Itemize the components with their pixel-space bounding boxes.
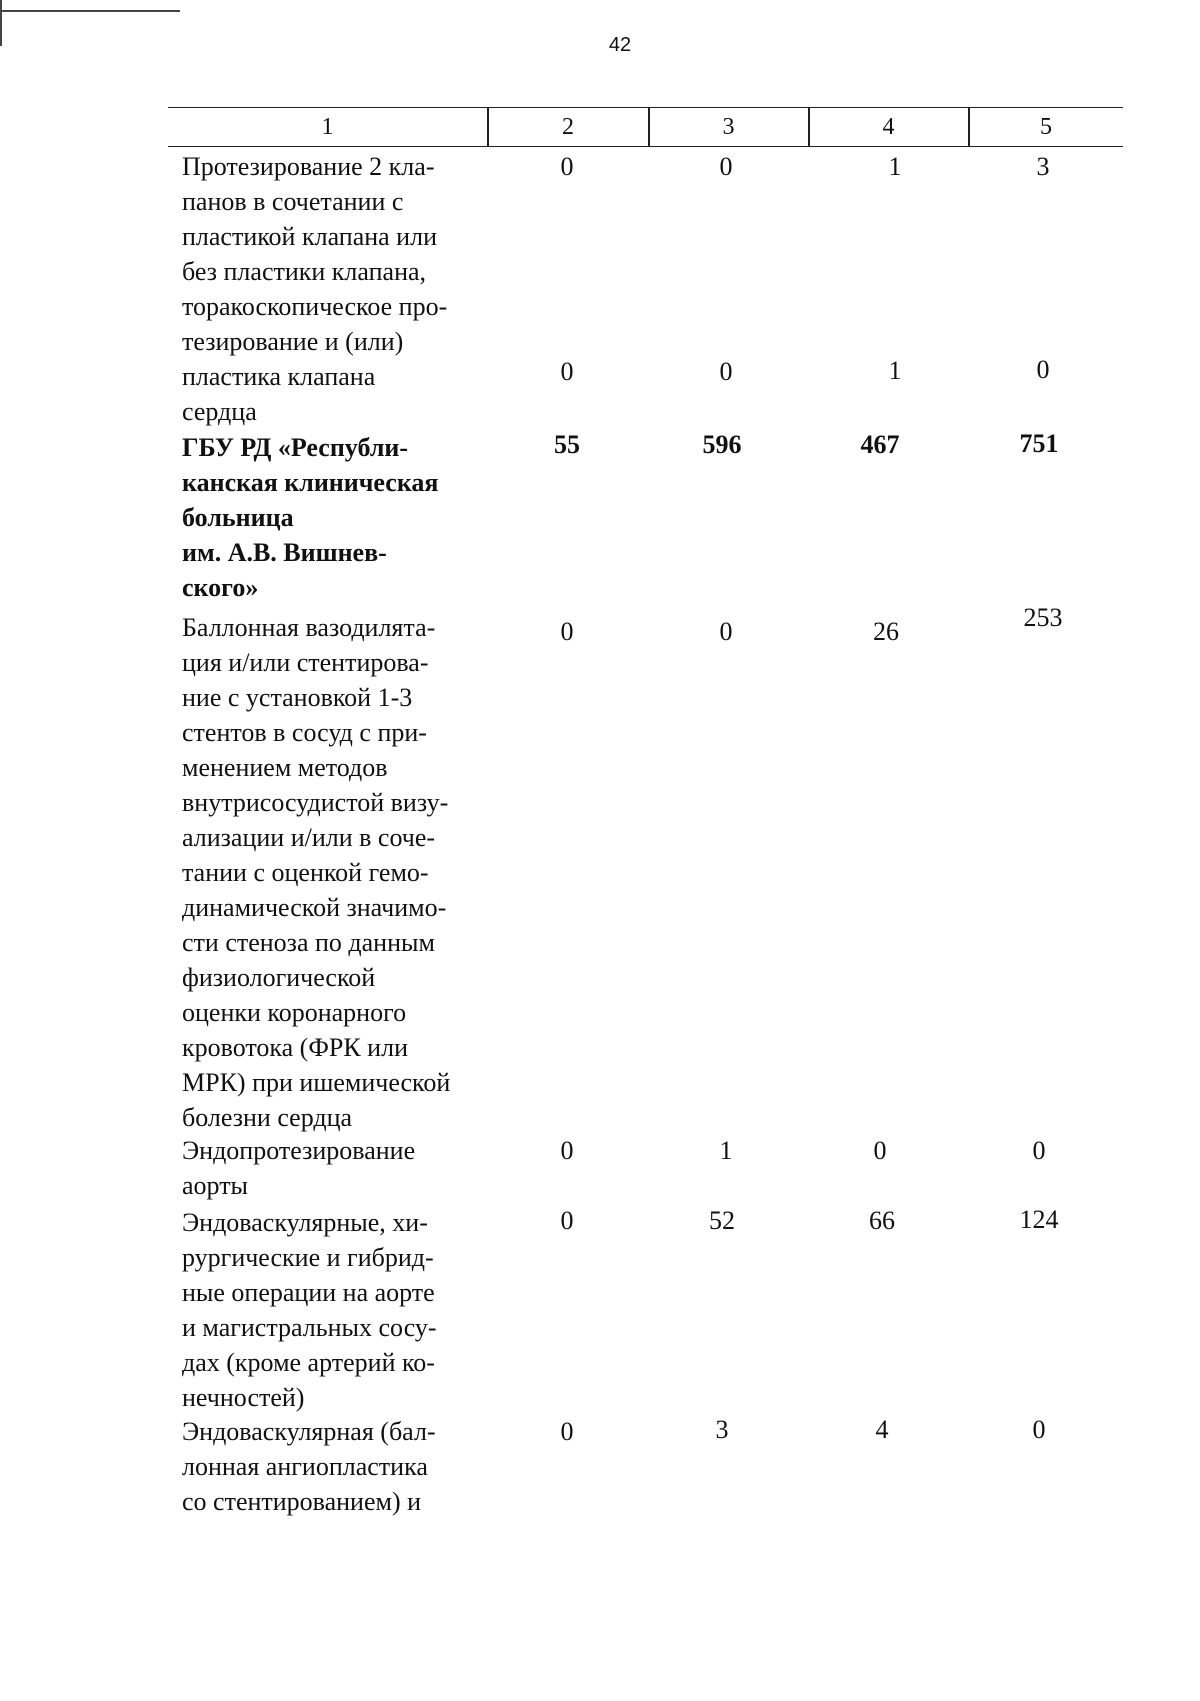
header-col-1: 1 xyxy=(321,114,334,140)
row-name-line: болезни сердца xyxy=(182,1103,353,1132)
row-name-line: нечностей) xyxy=(182,1383,305,1412)
table-header-row xyxy=(168,107,1123,147)
row-name-line: и магистральных сосу- xyxy=(182,1313,437,1342)
row-name-line: менением методов xyxy=(182,753,388,782)
row-name-line: панов в сочетании с xyxy=(182,187,404,216)
cell-col-4: 4 xyxy=(875,1415,889,1444)
page-number: 42 xyxy=(608,34,632,56)
cell-col-2: 0 xyxy=(560,1136,574,1165)
cell-col-3: 0 xyxy=(719,617,733,646)
row-name-line: оценки коронарного xyxy=(182,998,407,1027)
header-col-4: 4 xyxy=(882,114,895,140)
row-name-line: Баллонная вазодилята- xyxy=(182,613,436,642)
row-name-line: тании с оценкой гемо- xyxy=(182,858,429,887)
cell-col-2: 0 xyxy=(560,1206,574,1235)
row-name-line: со стентированием) и xyxy=(182,1487,422,1516)
cell-col-4: 1 xyxy=(888,152,902,181)
cell-col-3: 596 xyxy=(702,430,742,459)
row-name-line: дах (кроме артерий ко- xyxy=(182,1348,435,1377)
row-name-line: ского» xyxy=(182,573,259,602)
row-name-line: динамической значимо- xyxy=(182,893,447,922)
cell-col-5: 0 xyxy=(1032,1136,1046,1165)
row-name-line: пластикой клапана или xyxy=(182,222,437,251)
row-name-line: рургические и гибрид- xyxy=(182,1243,434,1272)
row-name-line: канская клиническая xyxy=(182,468,439,497)
cell-col-4: 66 xyxy=(869,1206,895,1235)
cell-col-5: 253 xyxy=(1023,603,1063,632)
cell-col-2: 0 xyxy=(560,152,574,181)
row-name xyxy=(182,149,482,429)
row-name-line: физиологической xyxy=(182,963,376,992)
header-col-3: 3 xyxy=(722,114,735,140)
cell-col-5: 0 xyxy=(1032,1415,1046,1444)
row-name-line: аорты xyxy=(182,1171,249,1200)
row-name-line: кровотока (ФРК или xyxy=(182,1033,408,1062)
cell-col-2: 55 xyxy=(554,430,580,459)
row-name xyxy=(182,430,482,605)
cell-col-5: 124 xyxy=(1019,1205,1059,1234)
cell-col-5: 0 xyxy=(1036,355,1050,384)
cell-col-4: 1 xyxy=(888,356,902,385)
row-name-line: торакоскопическое про- xyxy=(182,292,448,321)
cell-col-3: 0 xyxy=(719,152,733,181)
row-name xyxy=(182,1414,482,1519)
row-name-line: ализации и/или в соче- xyxy=(182,823,436,852)
cell-col-4: 467 xyxy=(860,430,900,459)
cell-col-3: 1 xyxy=(719,1136,733,1165)
row-name-line: Протезирование 2 кла- xyxy=(182,152,435,181)
cell-col-5: 751 xyxy=(1019,429,1059,458)
header-col-2: 2 xyxy=(562,114,574,140)
cell-col-3: 3 xyxy=(715,1415,729,1444)
cell-col-4: 26 xyxy=(873,617,899,646)
row-name-line: ция и/или стентирова- xyxy=(182,648,429,677)
row-name-line: сердца xyxy=(182,397,257,426)
scan-edge-mark xyxy=(0,10,180,12)
row-name-line: лонная ангиопластика xyxy=(182,1452,428,1481)
row-name-line: пластика клапана xyxy=(182,362,376,391)
row-name xyxy=(182,1205,482,1415)
row-name-line: ные операции на аорте xyxy=(182,1278,435,1307)
row-name-line: внутрисосудистой визу- xyxy=(182,788,449,817)
row-name-line: стентов в сосуд с при- xyxy=(182,718,427,747)
cell-col-2: 0 xyxy=(560,617,574,646)
row-name-line: сти стеноза по данным xyxy=(182,928,435,957)
row-name-line: им. А.В. Вишнев- xyxy=(182,538,387,567)
cell-col-2: 0 xyxy=(560,1417,574,1446)
row-name-line: больница xyxy=(182,503,294,532)
row-name xyxy=(182,610,482,1135)
row-name-line: Эндопротезирование xyxy=(182,1136,416,1165)
row-name-line: ГБУ РД «Республи- xyxy=(182,433,409,462)
cell-col-4: 0 xyxy=(873,1136,887,1165)
row-name-line: тезирование и (или) xyxy=(182,327,404,356)
row-name-line: ние с установкой 1-3 xyxy=(182,683,413,712)
cell-col-5: 3 xyxy=(1036,152,1050,181)
row-name-line: МРК) при ишемической xyxy=(182,1068,451,1097)
row-name-line: Эндоваскулярная (бал- xyxy=(182,1417,436,1446)
row-name-line: Эндоваскулярные, хи- xyxy=(182,1208,428,1237)
cell-col-3: 52 xyxy=(709,1206,735,1235)
row-name-line: без пластики клапана, xyxy=(182,257,427,286)
cell-col-3: 0 xyxy=(719,357,733,386)
header-col-5: 5 xyxy=(1040,114,1052,140)
row-name xyxy=(182,1133,482,1203)
cell-col-2: 0 xyxy=(560,357,574,386)
